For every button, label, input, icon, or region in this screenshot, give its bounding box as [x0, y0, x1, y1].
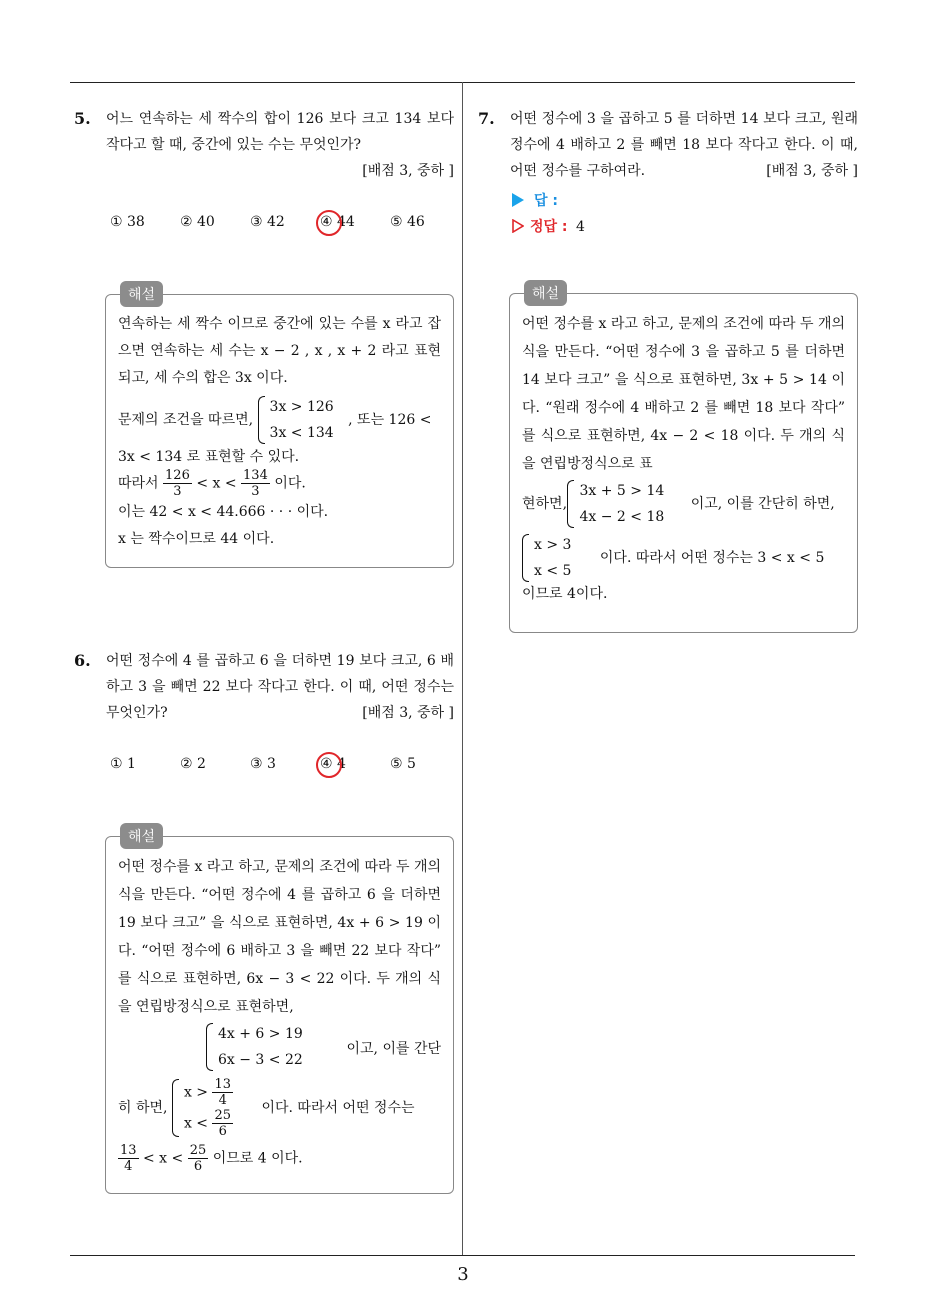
column-divider [462, 82, 463, 1255]
filled-triangle-icon [512, 193, 524, 207]
solution-line: 연속하는 세 짝수 이므로 중간에 있는 수를 x 라고 잡으면 연속하는 세 수는 x − 2 , x , x + 2 라고 표현되고, 세 수의 합은 3x 이다. [118, 316, 441, 386]
solution-text: , 또는 126 < [348, 412, 432, 428]
choice-4[interactable]: ④ 4 [320, 756, 346, 772]
solution-box-q6: 해설 어떤 정수를 x 라고 하고, 문제의 조건에 따라 두 개의 식을 만든다. “어떤 정수에 4 를 곱하고 6 을 더하면 19 보다 크고” 을 식으로 표현하면, 4x + 6 > 19 이다. “어떤 정수에 6 배하고 3 을 빼면 22 보다 작다” 를 식으로 표현하면, 6x − 3 < 22 이다. 두 개의 식을 연립방정식으로 표현하면, 4x + 6 > 19 6x − 3 < 22 이고, 이를 간단 히 하면, x > $\frac{13}{4}$ x < $\frac{25}{6}$ 이다. 따라서 어떤 정수는 $\frac{13}{4}$ < x < $\frac{25}{6}$ 이므로 4 이다. [105, 836, 454, 1194]
choice-1[interactable]: ① 1 [110, 756, 136, 772]
correct-value: 4 [575, 219, 585, 235]
solution-line: 이는 42 < x < 44.666 · · · 이다. [118, 504, 329, 520]
fraction: $\frac{134}{3}$ [243, 468, 268, 499]
fraction: $\frac{126}{3}$ [165, 468, 190, 499]
page-number: 3 [457, 1264, 469, 1285]
question-text: 어떤 정수에 4 를 곱하고 6 을 더하면 19 보다 크고, 6 배하고 3 을 빼면 22 보다 작다고 한다. 이 때, 어떤 정수는 무엇인가? [106, 653, 454, 721]
score-info: [배점 3, 중하 ] [766, 163, 858, 179]
question-7 [478, 106, 858, 184]
outline-triangle-icon [512, 219, 524, 233]
solution-text: 문제의 조건을 따르면, [118, 412, 254, 428]
correct-answer-line [512, 214, 585, 240]
solution-tag: 해설 [524, 280, 567, 306]
solution-box-q7: 해설 어떤 정수를 x 라고 하고, 문제의 조건에 따라 두 개의 식을 만든다. “어떤 정수에 3 을 곱하고 5 를 더하면 14 보다 크고” 을 식으로 표현하면, 3x + 5 > 14 이다. “원래 정수에 4 배하고 2 를 빼면 18 보다 작다” 를 식으로 표현하면, 4x − 2 < 18 이다. 두 개의 식을 연립방정식으로 표 현하면, 3x + 5 > 14 4x − 2 < 18 이고, 이를 간단히 하면, x > 3 x < 5 이다. 따라서 어떤 정수는 3 < x < 5 이므로 4이다. [509, 293, 858, 633]
inequality-system: 4x + 6 > 19 6x − 3 < 22 [206, 1021, 303, 1073]
choice-3[interactable]: ③ 3 [250, 756, 276, 772]
solution-line: x 는 짝수이므로 44 이다. [118, 531, 275, 547]
selected-circle-mark [316, 752, 342, 778]
inequality-system: x > 3 x < 5 [522, 532, 571, 584]
solution-paragraph: 어떤 정수를 x 라고 하고, 문제의 조건에 따라 두 개의 식을 만든다. “어떤 정수에 3 을 곱하고 5 를 더하면 14 보다 크고” 을 식으로 표현하면, 3x + 5 > 14 이다. “원래 정수에 4 배하고 2 를 빼면 18 보다 작다” 를 식으로 표현하면, 4x − 2 < 18 이다. 두 개의 식을 연립방정식으로 표 [522, 316, 845, 472]
inequality-system: 3x + 5 > 14 4x − 2 < 18 [567, 478, 664, 530]
choice-2[interactable]: ② 2 [180, 756, 206, 772]
solution-line: 이므로 4이다. [522, 586, 608, 602]
solution-tag: 해설 [120, 823, 163, 849]
question-number: 7. [478, 109, 495, 128]
score-info: [배점 3, 중하 ] [362, 163, 454, 179]
question-number: 5. [74, 109, 91, 128]
inequality-system: x > $\frac{13}{4}$ x < $\frac{25}{6}$ [172, 1077, 233, 1139]
question-text: 어떤 정수에 3 을 곱하고 5 를 더하면 14 보다 크고, 원래 정수에 4 배하고 2 를 빼면 18 보다 작다고 한다. 이 때, 어떤 정수를 구하여라. [510, 111, 858, 179]
choices-q6 [110, 756, 450, 776]
solution-line: 3x < 134 로 표현할 수 있다. [118, 449, 300, 465]
choice-3[interactable]: ③ 42 [250, 214, 285, 230]
answer-label: 답 : [534, 193, 558, 209]
score-info: [배점 3, 중하 ] [362, 705, 454, 721]
question-6 [74, 648, 454, 726]
question-number: 6. [74, 651, 91, 670]
solution-box-q5: 해설 연속하는 세 짝수 이므로 중간에 있는 수를 x 라고 잡으면 연속하는 세 수는 x − 2 , x , x + 2 라고 표현되고, 세 수의 합은 3x 이다. 문제의 조건을 따르면, 3x > 126 3x < 134 , 또는 126 < 3x < 134 로 표현할 수 있다. 따라서 $\frac{126}{3}$ < x < $\frac{134}{3}$ 이다. 이는 42 < x < 44.666 · · · 이다. x 는 짝수이므로 44 이다. [105, 294, 454, 568]
solution-text: 이고, 이를 간단 [346, 1041, 441, 1057]
choice-4[interactable]: ④ 44 [320, 214, 355, 230]
correct-label: 정답 : [530, 219, 568, 235]
solution-paragraph: 어떤 정수를 x 라고 하고, 문제의 조건에 따라 두 개의 식을 만든다. “어떤 정수에 4 를 곱하고 6 을 더하면 19 보다 크고” 을 식으로 표현하면, 4x + 6 > 19 이다. “어떤 정수에 6 배하고 3 을 빼면 22 보다 작다” 를 식으로 표현하면, 6x − 3 < 22 이다. 두 개의 식을 연립방정식으로 표현하면, [118, 859, 441, 1015]
choice-5[interactable]: ⑤ 5 [390, 756, 416, 772]
question-text: 어느 연속하는 세 짝수의 합이 126 보다 크고 134 보다 작다고 할 때, 중간에 있는 수는 무엇인가? [106, 111, 454, 153]
question-5 [74, 106, 454, 184]
inequality-system: 3x > 126 3x < 134 [258, 394, 334, 446]
choice-2[interactable]: ② 40 [180, 214, 215, 230]
solution-tag: 해설 [120, 281, 163, 307]
choice-5[interactable]: ⑤ 46 [390, 214, 425, 230]
choices-q5 [110, 214, 450, 234]
bottom-rule [70, 1255, 855, 1256]
answer-line [512, 188, 558, 214]
choice-1[interactable]: ① 38 [110, 214, 145, 230]
selected-circle-mark [316, 210, 342, 236]
